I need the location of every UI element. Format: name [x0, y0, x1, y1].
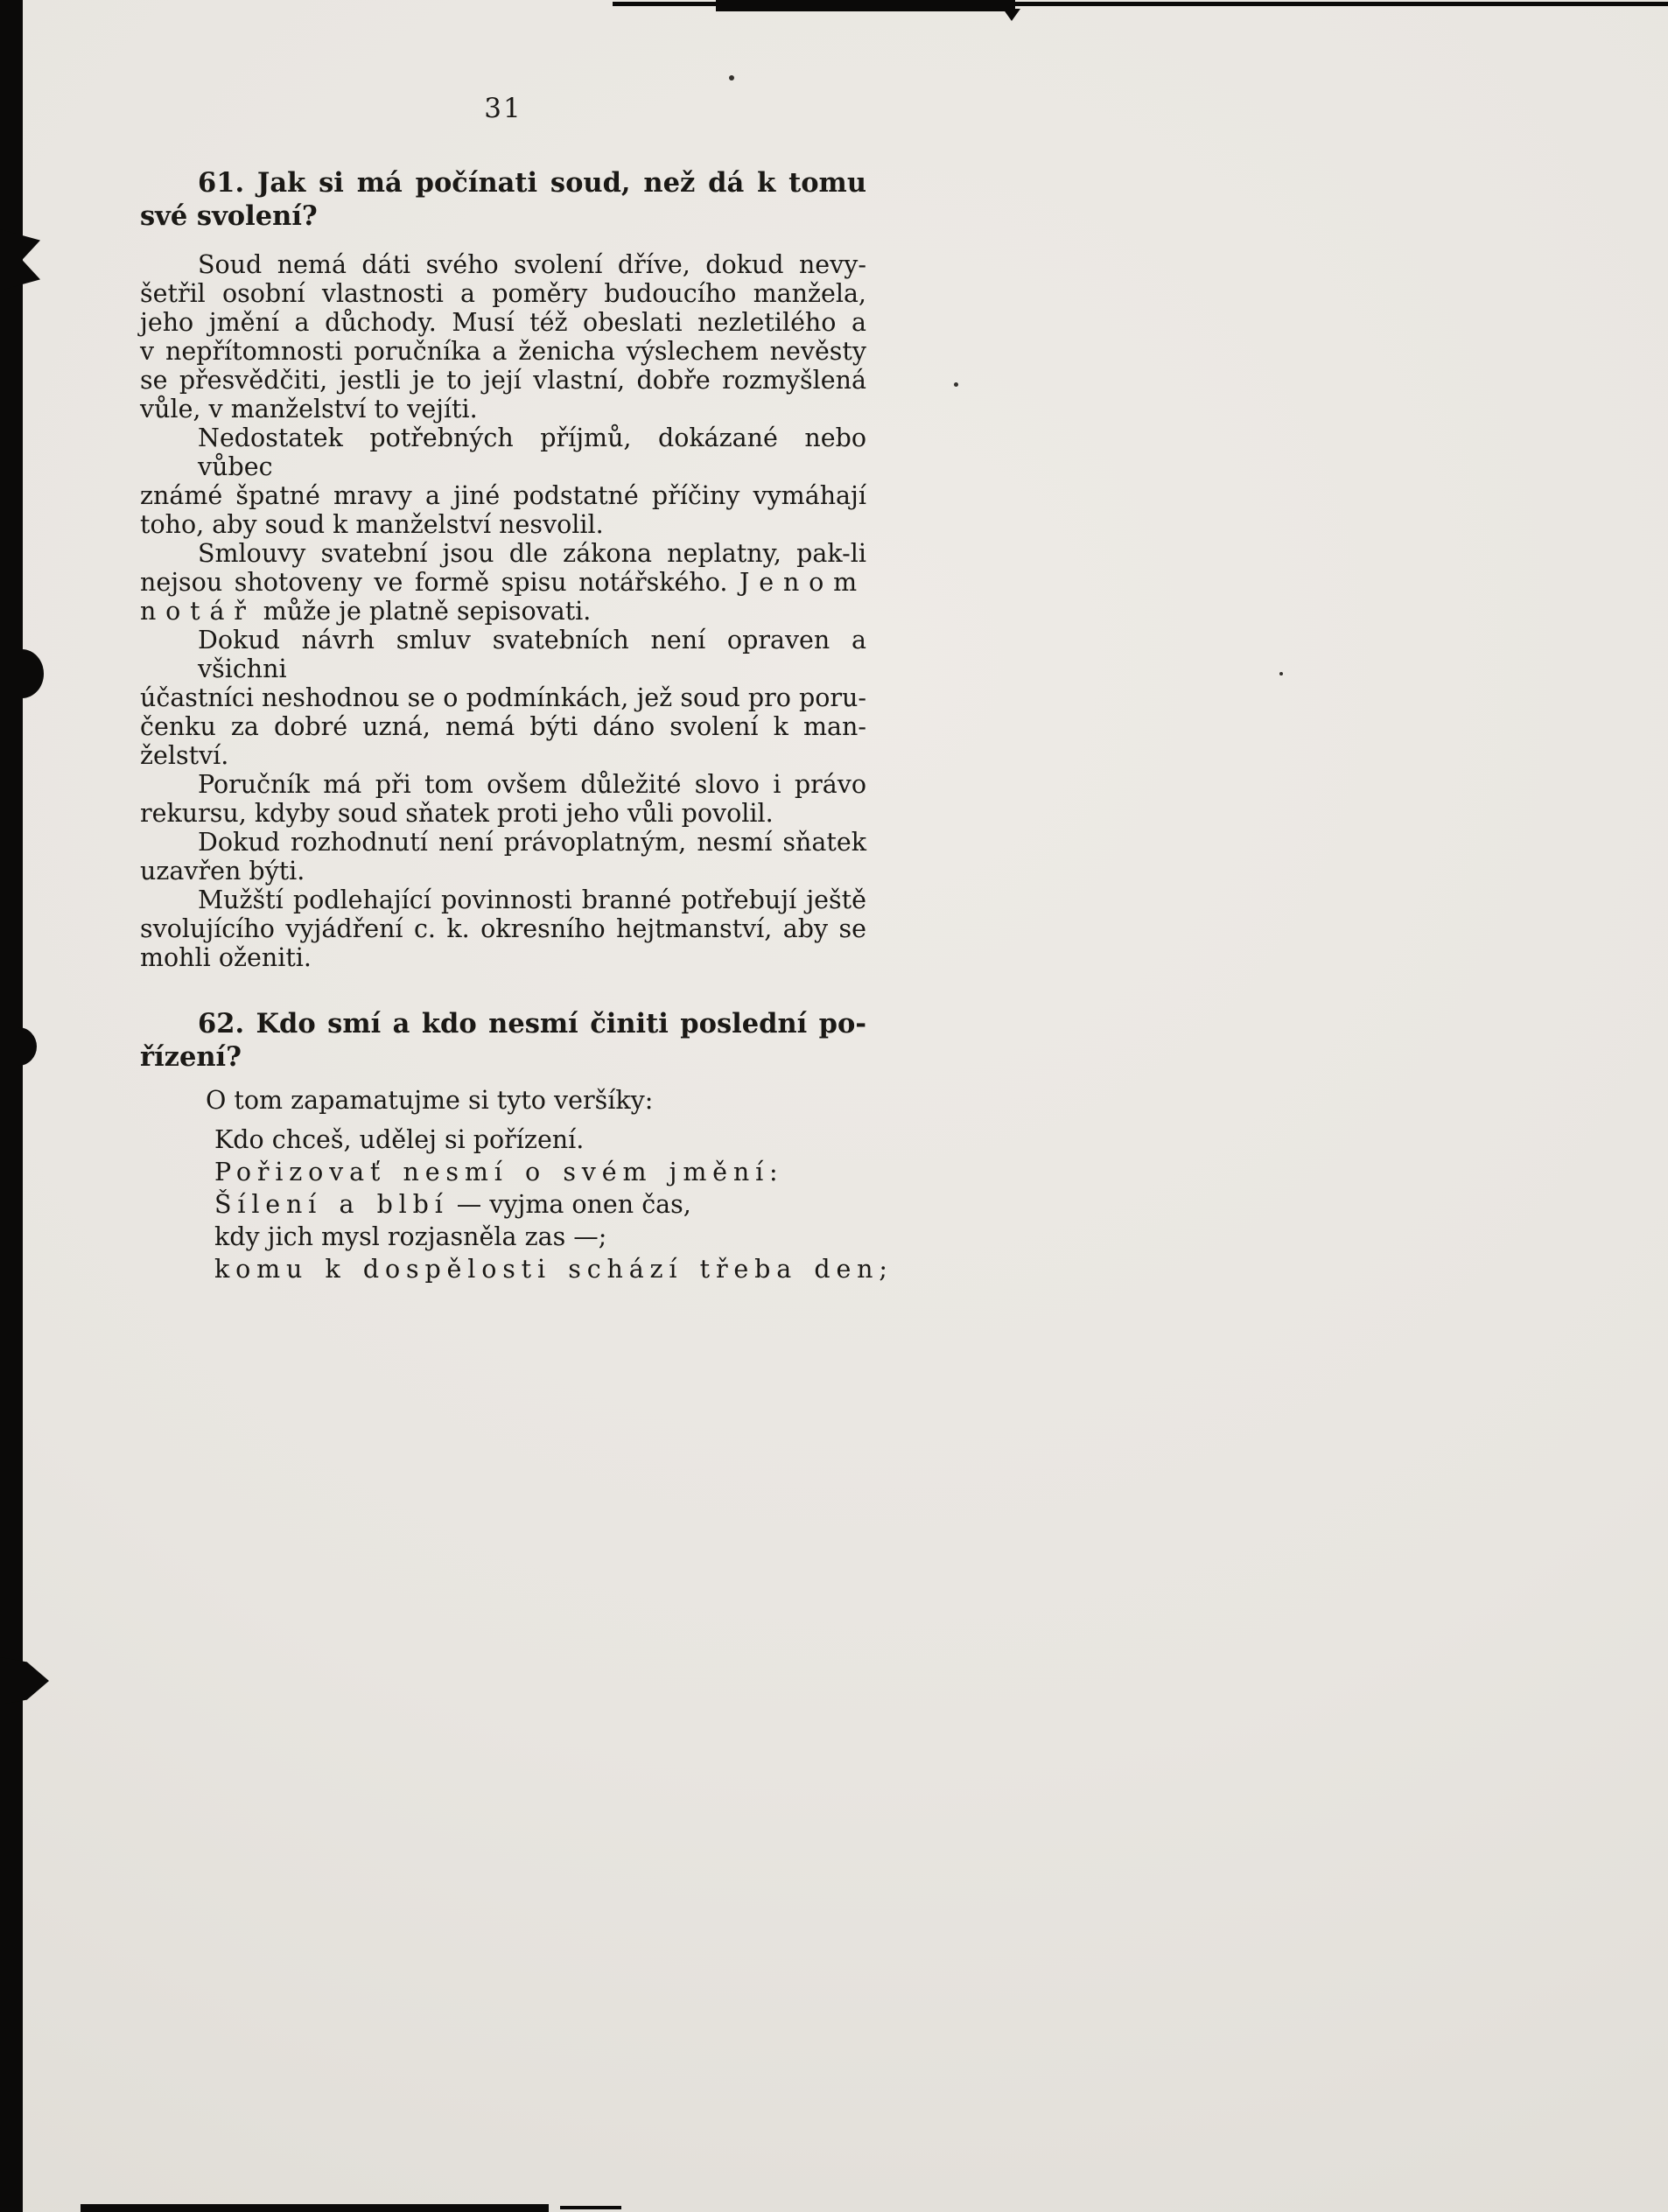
- section-61-heading: [140, 166, 866, 233]
- emphasized-text-segment: Šílení a blbí: [214, 1190, 449, 1219]
- text-line: čenku za dobré uzná, nemá býti dáno svolení k man-: [140, 712, 866, 741]
- text-line: Dokud návrh smluv svatebních není opraven a všichni: [198, 626, 866, 683]
- text-segment: může je platně sepisovati.: [263, 597, 592, 626]
- text-line: uzavřen býti.: [140, 857, 305, 886]
- text-line: se přesvědčiti, jestli je to její vlastní, dobře rozmyšlená: [140, 366, 866, 395]
- text-line: Nedostatek potřebných příjmů, dokázané nebo vůbec: [198, 424, 866, 481]
- verse-intro-line: O tom zapamatujme si tyto veršíky:: [206, 1086, 654, 1115]
- text-line: mohli oženiti.: [140, 943, 312, 972]
- paragraph-3: [140, 539, 866, 626]
- text-line: Mužští podlehající povinnosti branné potřebují ještě: [198, 886, 866, 914]
- emphasized-text-segment: notář: [140, 597, 256, 626]
- top-edge-tick: [1003, 9, 1020, 21]
- text-line: toho, aby soud k manželství nesvolil.: [140, 510, 604, 539]
- text-line: Dokud rozhodnutí není právoplatným, nesmí sňatek: [198, 828, 866, 857]
- bottom-edge-mark: [81, 2204, 549, 2212]
- text-line: Smlouvy svatební jsou dle zákona neplatny, pak-li: [198, 539, 866, 568]
- text-line: známé špatné mravy a jiné podstatné příčiny vymáhají: [140, 481, 866, 510]
- text-line: svolujícího vyjádření c. k. okresního hejtmanství, aby se: [140, 914, 866, 943]
- text-segment: nejsou shotoveny ve formě spisu notářského.: [140, 568, 728, 597]
- text-line: šetřil osobní vlastnosti a poměry budoucího manžela,: [140, 279, 866, 308]
- text-line: Poručník má při tom ovšem důležité slovo i právo: [198, 770, 866, 799]
- section-62-heading: [140, 1007, 866, 1074]
- paragraph-7: [140, 886, 866, 972]
- text-line: [140, 597, 866, 626]
- paragraph-5: [140, 770, 866, 828]
- verse-line-spaced: Pořizovať nesmí o svém jmění:: [214, 1158, 784, 1186]
- heading-line: 61. Jak si má počínati soud, než dá k tomu: [198, 167, 866, 199]
- text-line: účastníci neshodnou se o podmínkách, jež soud pro poru-: [140, 683, 866, 712]
- bottom-edge-dash: [560, 2206, 621, 2209]
- page-text-column: [140, 0, 894, 1285]
- binding-mark: [0, 1027, 37, 1066]
- verse-line: Kdo chceš, udělej si pořízení.: [214, 1125, 585, 1154]
- heading-line: své svolení?: [140, 200, 318, 232]
- binding-mark: [0, 1657, 49, 1704]
- verse-block: [140, 1124, 894, 1285]
- verse-line: kdy jich mysl rozjasněla zas —;: [214, 1222, 607, 1251]
- paragraph-6: [140, 828, 866, 886]
- binding-mark: [0, 229, 40, 290]
- ink-speck: [954, 382, 958, 387]
- paragraph-4: [140, 626, 866, 770]
- book-gutter-shadow: [0, 0, 23, 2212]
- text-line: v nepřítomnosti poručníka a ženicha výslechem nevěsty: [140, 337, 866, 366]
- text-line: jeho jmění a důchody. Musí též obeslati nezletilého a: [140, 308, 866, 337]
- verse-line-spaced: komu k dospělosti schází třeba den;: [214, 1255, 894, 1284]
- page-number: 31: [484, 93, 522, 124]
- heading-line: 62. Kdo smí a kdo nesmí činiti poslední po-: [198, 1008, 866, 1040]
- text-line: vůle, v manželství to vejíti.: [140, 395, 478, 424]
- ink-speck: [1279, 672, 1283, 676]
- binding-mark: [0, 649, 44, 698]
- verse-line: [214, 1188, 866, 1221]
- text-segment: — vyjma onen čas,: [456, 1190, 691, 1219]
- text-line: [140, 568, 866, 597]
- heading-line: řízení?: [140, 1041, 242, 1073]
- emphasized-text-segment: Jenom: [739, 568, 866, 597]
- paragraph-2: [140, 424, 866, 539]
- paragraph-1: [140, 250, 866, 424]
- text-line: Soud nemá dáti svého svolení dříve, dokud nevy-: [198, 250, 866, 279]
- text-line: rekursu, kdyby soud sňatek proti jeho vůli povolil.: [140, 799, 774, 828]
- text-line: želství.: [140, 741, 229, 770]
